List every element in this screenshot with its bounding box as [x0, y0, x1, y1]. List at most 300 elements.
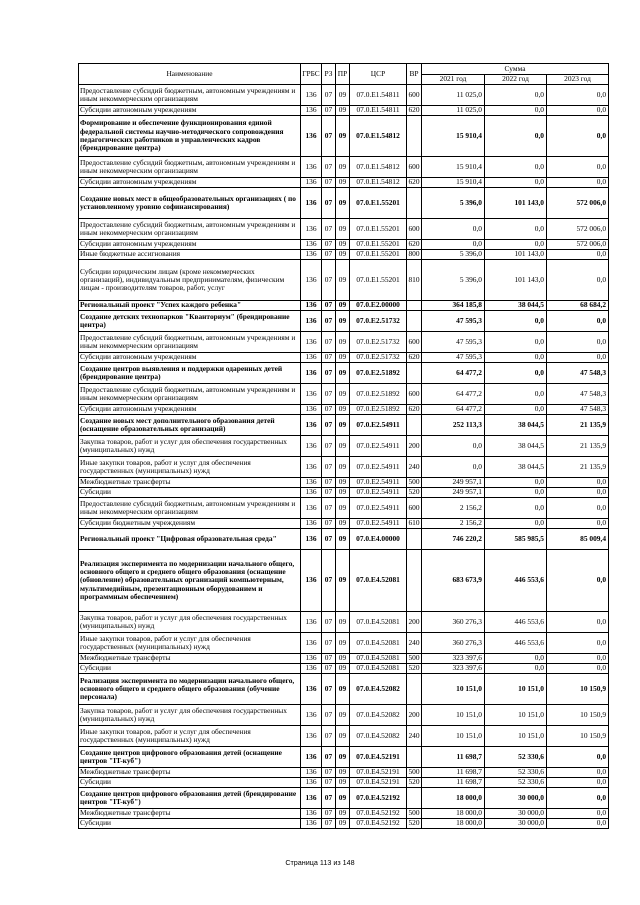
row-grbs: 136 — [301, 178, 322, 188]
row-pr: 09 — [336, 654, 350, 664]
header-year-2023: 2023 год — [547, 75, 609, 85]
row-amount-2023: 47 548,3 — [547, 363, 609, 384]
row-rz: 07 — [322, 457, 336, 478]
row-amount-2022: 101 143,0 — [485, 260, 547, 301]
row-rz: 07 — [322, 353, 336, 363]
row-csr: 07.0.E4.52081 — [350, 612, 407, 633]
table-row — [79, 405, 609, 415]
row-pr: 09 — [336, 529, 350, 550]
row-vr: 200 — [407, 436, 422, 457]
row-vr: 600 — [407, 332, 422, 353]
row-grbs: 136 — [301, 633, 322, 654]
row-amount-2021: 18 000,0 — [422, 788, 485, 809]
row-name: Создание центров цифрового образования детей (оснащение центров "IT-куб") — [79, 747, 301, 768]
header-row — [79, 64, 609, 75]
row-pr: 09 — [336, 809, 350, 819]
row-rz: 07 — [322, 747, 336, 768]
row-grbs: 136 — [301, 311, 322, 332]
row-vr: 520 — [408, 777, 420, 787]
row-vr: 520 — [408, 818, 420, 828]
row-pr: 09 — [336, 633, 350, 654]
row-amount-2022: 0,0 — [485, 405, 547, 415]
row-vr: 600 — [407, 85, 422, 106]
row-amount-2021: 364 185,8 — [422, 301, 485, 311]
row-vr — [407, 415, 422, 436]
row-vr: 810 — [407, 260, 422, 301]
row-vr — [407, 116, 422, 157]
row-pr: 09 — [336, 106, 350, 116]
row-amount-2022: 52 330,6 — [485, 768, 547, 778]
row-amount-2023: 0,0 — [547, 612, 609, 633]
row-amount-2023: 0,0 — [547, 250, 609, 260]
row-grbs: 136 — [301, 405, 322, 415]
row-amount-2021: 2 156,2 — [422, 519, 485, 529]
row-rz: 07 — [322, 363, 336, 384]
row-rz: 07 — [322, 311, 336, 332]
row-amount-2023: 0,0 — [547, 106, 609, 116]
row-amount-2023: 21 135,9 — [547, 415, 609, 436]
row-pr: 09 — [336, 116, 350, 157]
row-amount-2023: 0,0 — [547, 664, 609, 674]
row-csr: 07.0.E2.54911 — [350, 436, 407, 457]
row-pr: 09 — [336, 188, 350, 219]
header-name: Наименование — [79, 64, 301, 85]
row-csr: 07.0.E4.52081 — [350, 664, 407, 674]
row-pr: 09 — [336, 85, 350, 106]
row-pr: 09 — [336, 788, 350, 809]
row-vr: 500 — [408, 808, 420, 818]
row-amount-2023: 0,0 — [547, 654, 609, 664]
row-csr: 07.0.E4.00000 — [350, 529, 407, 550]
row-grbs: 136 — [301, 550, 322, 612]
header-vr: ВР — [407, 64, 422, 85]
table-row — [79, 519, 609, 529]
row-rz: 07 — [322, 116, 336, 157]
row-amount-2023: 0,0 — [547, 116, 609, 157]
row-amount-2021: 0,0 — [422, 436, 485, 457]
row-pr: 09 — [336, 674, 350, 705]
row-amount-2021: 0,0 — [422, 219, 485, 240]
row-amount-2023: 0,0 — [547, 819, 609, 829]
row-rz: 07 — [322, 384, 336, 405]
table-row — [79, 664, 609, 674]
row-amount-2022: 446 553,6 — [485, 633, 547, 654]
row-csr: 07.0.E1.54812 — [350, 178, 407, 188]
row-vr — [407, 529, 422, 550]
row-name: Предоставление субсидий бюджетным, автономным учреждениям и иным некоммерческим организациям — [79, 85, 301, 106]
row-pr: 09 — [336, 301, 350, 311]
row-rz: 07 — [322, 219, 336, 240]
row-vr: 200 — [407, 705, 422, 726]
table-row — [79, 778, 609, 788]
row-amount-2022: 38 044,5 — [485, 457, 547, 478]
row-grbs: 136 — [301, 188, 322, 219]
table-row — [79, 747, 609, 768]
row-rz: 07 — [322, 85, 336, 106]
row-csr: 07.0.E2.00000 — [350, 301, 407, 311]
table-row — [79, 157, 609, 178]
header-grbs: ГРБС — [301, 64, 322, 85]
table-row — [79, 550, 609, 612]
row-name: Межбюджетные трансферты — [79, 478, 301, 488]
row-name: Иные закупки товаров, работ и услуг для обеспечения государственных (муниципальных) нужд — [79, 633, 301, 654]
row-amount-2021: 11 698,7 — [422, 778, 485, 788]
row-amount-2023: 0,0 — [547, 353, 609, 363]
row-amount-2022: 0,0 — [485, 498, 547, 519]
row-name: Закупка товаров, работ и услуг для обеспечения государственных (муниципальных) нужд — [79, 436, 301, 457]
row-amount-2023: 21 135,9 — [547, 457, 609, 478]
row-grbs: 136 — [301, 674, 322, 705]
row-amount-2022: 0,0 — [485, 519, 547, 529]
row-amount-2021: 5 396,0 — [422, 250, 485, 260]
table-row — [79, 457, 609, 478]
table-row — [79, 332, 609, 353]
row-name: Создание новых мест в общеобразовательных организациях ( по установленному уровню софинансирования) — [79, 188, 301, 219]
row-name: Субсидии бюджетным учреждениям — [79, 519, 301, 529]
row-grbs: 136 — [301, 488, 322, 498]
row-grbs: 136 — [301, 654, 322, 664]
row-grbs: 136 — [301, 436, 322, 457]
row-vr — [407, 788, 422, 809]
row-amount-2022: 0,0 — [485, 85, 547, 106]
row-csr: 07.0.E4.52082 — [350, 705, 407, 726]
row-pr: 09 — [336, 488, 350, 498]
row-pr: 09 — [336, 250, 350, 260]
row-grbs: 136 — [301, 819, 322, 829]
row-name: Субсидии автономным учреждениям — [79, 353, 301, 363]
row-name: Иные бюджетные ассигнования — [79, 250, 301, 260]
row-vr — [407, 188, 422, 219]
table-row — [79, 415, 609, 436]
table-body — [79, 85, 609, 829]
row-vr: 200 — [407, 612, 422, 633]
row-csr: 07.0.E2.51892 — [350, 405, 407, 415]
row-name: Субсидии — [79, 819, 301, 829]
row-rz: 07 — [322, 654, 336, 664]
row-pr: 09 — [336, 178, 350, 188]
row-vr: 600 — [407, 384, 422, 405]
row-grbs: 136 — [301, 768, 322, 778]
row-amount-2022: 38 044,5 — [485, 301, 547, 311]
table-row — [79, 633, 609, 654]
row-amount-2023: 0,0 — [547, 260, 609, 301]
row-csr: 07.0.E4.52081 — [350, 550, 407, 612]
row-csr: 07.0.E1.54812 — [350, 116, 407, 157]
table-row — [79, 488, 609, 498]
row-vr: 620 — [408, 239, 420, 249]
row-pr: 09 — [336, 664, 350, 674]
row-grbs: 136 — [301, 519, 322, 529]
row-grbs: 136 — [301, 332, 322, 353]
row-amount-2021: 249 957,1 — [422, 488, 485, 498]
row-grbs: 136 — [301, 260, 322, 301]
row-pr: 09 — [336, 498, 350, 519]
row-vr — [407, 363, 422, 384]
row-rz: 07 — [322, 550, 336, 612]
row-name: Формирование и обеспечение функционирования единой федеральной системы научно-методического сопровождения педагогических работников и управленческих кадров (брендирование центра) — [79, 116, 301, 157]
row-amount-2022: 446 553,6 — [485, 550, 547, 612]
row-amount-2022: 38 044,5 — [485, 415, 547, 436]
table-row — [79, 250, 609, 260]
row-amount-2023: 572 006,0 — [547, 188, 609, 219]
row-amount-2021: 249 957,1 — [422, 478, 485, 488]
row-name: Предоставление субсидий бюджетным, автономным учреждениям и иным некоммерческим организациям — [79, 219, 301, 240]
table-row — [79, 819, 609, 829]
table-row — [79, 436, 609, 457]
row-vr — [407, 550, 422, 612]
row-rz: 07 — [322, 250, 336, 260]
row-amount-2023: 0,0 — [547, 633, 609, 654]
row-amount-2021: 683 673,9 — [422, 550, 485, 612]
row-rz: 07 — [322, 519, 336, 529]
row-amount-2022: 0,0 — [485, 219, 547, 240]
table-row — [79, 674, 609, 705]
row-amount-2023: 0,0 — [547, 778, 609, 788]
table-row — [79, 705, 609, 726]
table-row — [79, 726, 609, 747]
table-row — [79, 478, 609, 488]
row-amount-2023: 0,0 — [547, 488, 609, 498]
row-csr: 07.0.E4.52191 — [350, 778, 407, 788]
row-csr: 07.0.E2.54911 — [350, 478, 407, 488]
row-amount-2021: 323 397,6 — [422, 664, 485, 674]
row-csr: 07.0.E1.55201 — [350, 250, 407, 260]
row-name: Субсидии юридическим лицам (кроме некоммерческих организаций), индивидуальным предпринимателям, физическим лицам - производителям товаров, работ, услуг — [79, 260, 301, 301]
table-row — [79, 116, 609, 157]
row-amount-2022: 0,0 — [485, 157, 547, 178]
row-pr: 09 — [336, 219, 350, 240]
row-grbs: 136 — [301, 529, 322, 550]
row-amount-2022: 0,0 — [485, 384, 547, 405]
row-csr: 07.0.E1.54811 — [350, 85, 407, 106]
row-name: Межбюджетные трансферты — [79, 768, 301, 778]
row-rz: 07 — [322, 633, 336, 654]
table-row — [79, 353, 609, 363]
row-amount-2021: 11 025,0 — [422, 106, 485, 116]
row-amount-2022: 0,0 — [485, 240, 547, 250]
row-grbs: 136 — [301, 612, 322, 633]
row-amount-2023: 0,0 — [547, 157, 609, 178]
row-rz: 07 — [322, 188, 336, 219]
row-amount-2022: 52 330,6 — [485, 747, 547, 768]
row-amount-2021: 10 151,0 — [422, 726, 485, 747]
row-pr: 09 — [336, 550, 350, 612]
row-csr: 07.0.E2.54911 — [350, 498, 407, 519]
table-row — [79, 384, 609, 405]
row-vr: 600 — [407, 498, 422, 519]
row-pr: 09 — [336, 157, 350, 178]
row-amount-2022: 0,0 — [485, 311, 547, 332]
row-vr: 800 — [408, 249, 420, 259]
row-pr: 09 — [336, 747, 350, 768]
row-pr: 09 — [336, 436, 350, 457]
row-csr: 07.0.E1.54811 — [350, 106, 407, 116]
row-pr: 09 — [336, 353, 350, 363]
row-grbs: 136 — [301, 747, 322, 768]
row-rz: 07 — [322, 705, 336, 726]
row-amount-2023: 10 150,9 — [547, 705, 609, 726]
row-amount-2021: 18 000,0 — [422, 819, 485, 829]
row-amount-2023: 0,0 — [547, 85, 609, 106]
row-name: Субсидии автономным учреждениям — [79, 178, 301, 188]
row-vr: 500 — [408, 653, 420, 663]
row-amount-2021: 0,0 — [422, 240, 485, 250]
row-csr: 07.0.E4.52192 — [350, 819, 407, 829]
row-amount-2022: 52 330,6 — [485, 778, 547, 788]
row-amount-2022: 0,0 — [485, 488, 547, 498]
table-row — [79, 219, 609, 240]
row-vr: 240 — [407, 457, 422, 478]
row-csr: 07.0.E4.52191 — [350, 747, 407, 768]
row-name: Предоставление субсидий бюджетным, автономным учреждениям и иным некоммерческим организациям — [79, 157, 301, 178]
row-vr: 520 — [408, 487, 420, 497]
row-rz: 07 — [322, 809, 336, 819]
row-amount-2023: 85 009,4 — [547, 529, 609, 550]
row-rz: 07 — [322, 415, 336, 436]
row-amount-2023: 68 684,2 — [547, 301, 609, 311]
budget-table — [78, 63, 609, 829]
row-amount-2022: 0,0 — [485, 178, 547, 188]
row-amount-2021: 5 396,0 — [422, 260, 485, 301]
row-amount-2023: 0,0 — [547, 178, 609, 188]
row-pr: 09 — [336, 768, 350, 778]
row-vr: 500 — [408, 477, 420, 487]
header-year-2021: 2021 год — [422, 75, 485, 85]
row-name: Реализация эксперимента по модернизации начального общего, основного общего и среднего общего образования (обучение персонала) — [79, 674, 301, 705]
page-footer: Страница 113 из 148 — [285, 858, 355, 867]
row-pr: 09 — [336, 311, 350, 332]
row-csr: 07.0.E4.52082 — [350, 674, 407, 705]
row-amount-2023: 0,0 — [547, 478, 609, 488]
table-row — [79, 188, 609, 219]
row-csr: 07.0.E2.54911 — [350, 488, 407, 498]
row-amount-2023: 0,0 — [547, 332, 609, 353]
row-csr: 07.0.E4.52192 — [350, 788, 407, 809]
row-amount-2021: 18 000,0 — [422, 809, 485, 819]
row-name: Субсидии автономным учреждениям — [79, 405, 301, 415]
row-amount-2022: 10 151,0 — [485, 726, 547, 747]
row-amount-2022: 0,0 — [485, 654, 547, 664]
row-rz: 07 — [322, 436, 336, 457]
row-csr: 07.0.E2.51892 — [350, 363, 407, 384]
row-name: Межбюджетные трансферты — [79, 654, 301, 664]
row-rz: 07 — [322, 612, 336, 633]
table-row — [79, 498, 609, 519]
row-name: Создание центров выявления и поддержки одаренных детей (брендирование центра) — [79, 363, 301, 384]
row-amount-2022: 0,0 — [485, 106, 547, 116]
row-grbs: 136 — [301, 353, 322, 363]
row-vr: 500 — [408, 767, 420, 777]
row-csr: 07.0.E1.55201 — [350, 260, 407, 301]
row-amount-2023: 0,0 — [547, 768, 609, 778]
row-amount-2022: 0,0 — [485, 116, 547, 157]
table-row — [79, 768, 609, 778]
row-amount-2022: 10 151,0 — [485, 674, 547, 705]
row-amount-2022: 0,0 — [485, 363, 547, 384]
row-rz: 07 — [322, 301, 336, 311]
row-pr: 09 — [336, 384, 350, 405]
row-grbs: 136 — [301, 809, 322, 819]
row-vr: 620 — [408, 177, 420, 187]
row-amount-2021: 5 396,0 — [422, 188, 485, 219]
row-grbs: 136 — [301, 384, 322, 405]
row-vr: 520 — [408, 663, 420, 673]
budget-document — [78, 63, 608, 829]
header-year-2022: 2022 год — [485, 75, 547, 85]
row-pr: 09 — [336, 612, 350, 633]
row-amount-2023: 0,0 — [547, 788, 609, 809]
table-row — [79, 311, 609, 332]
row-amount-2023: 0,0 — [547, 809, 609, 819]
row-csr: 07.0.E2.51732 — [350, 353, 407, 363]
row-grbs: 136 — [301, 240, 322, 250]
row-amount-2021: 323 397,6 — [422, 654, 485, 664]
row-csr: 07.0.E1.55201 — [350, 219, 407, 240]
row-rz: 07 — [322, 478, 336, 488]
row-name: Реализация эксперимента по модернизации начального общего, основного общего и среднего общего образования (оснащение (обновление) образовательных организаций компьютерным, мультимедийным, презентационным оборудованием и программным обеспечением) — [79, 550, 301, 612]
table-row — [79, 788, 609, 809]
row-csr: 07.0.E1.54812 — [350, 157, 407, 178]
row-amount-2021: 746 220,2 — [422, 529, 485, 550]
row-name: Субсидии — [79, 488, 301, 498]
row-amount-2023: 10 150,9 — [547, 674, 609, 705]
row-csr: 07.0.E2.54911 — [350, 415, 407, 436]
row-amount-2022: 446 553,6 — [485, 612, 547, 633]
row-csr: 07.0.E4.52082 — [350, 726, 407, 747]
row-amount-2021: 15 910,4 — [422, 178, 485, 188]
row-grbs: 136 — [301, 778, 322, 788]
row-vr: 620 — [408, 105, 420, 115]
row-amount-2021: 11 025,0 — [422, 85, 485, 106]
row-amount-2021: 10 151,0 — [422, 705, 485, 726]
table-row — [79, 260, 609, 301]
row-csr: 07.0.E4.52191 — [350, 768, 407, 778]
row-amount-2022: 10 151,0 — [485, 705, 547, 726]
row-csr: 07.0.E1.55201 — [350, 188, 407, 219]
row-pr: 09 — [336, 478, 350, 488]
row-rz: 07 — [322, 788, 336, 809]
table-row — [79, 363, 609, 384]
row-rz: 07 — [322, 405, 336, 415]
row-vr — [407, 674, 422, 705]
table-row — [79, 240, 609, 250]
table-row — [79, 654, 609, 664]
row-vr — [407, 311, 422, 332]
row-amount-2022: 30 000,0 — [485, 809, 547, 819]
row-name: Субсидии автономным учреждениям — [79, 106, 301, 116]
row-amount-2023: 10 150,9 — [547, 726, 609, 747]
row-amount-2023: 0,0 — [547, 519, 609, 529]
row-amount-2021: 360 276,3 — [422, 633, 485, 654]
row-rz: 07 — [322, 529, 336, 550]
row-grbs: 136 — [301, 478, 322, 488]
row-amount-2021: 64 477,2 — [422, 363, 485, 384]
row-pr: 09 — [336, 363, 350, 384]
row-amount-2022: 101 143,0 — [485, 188, 547, 219]
row-name: Субсидии автономным учреждениям — [79, 240, 301, 250]
row-rz: 07 — [322, 240, 336, 250]
row-csr: 07.0.E2.51732 — [350, 332, 407, 353]
row-amount-2023: 0,0 — [547, 498, 609, 519]
row-grbs: 136 — [301, 457, 322, 478]
row-amount-2021: 360 276,3 — [422, 612, 485, 633]
row-rz: 07 — [322, 674, 336, 705]
row-csr: 07.0.E2.54911 — [350, 519, 407, 529]
row-name: Создание новых мест дополнительного образования детей (оснащение образовательных организаций) — [79, 415, 301, 436]
row-amount-2023: 0,0 — [547, 747, 609, 768]
row-amount-2022: 585 985,5 — [485, 529, 547, 550]
row-amount-2022: 101 143,0 — [485, 250, 547, 260]
